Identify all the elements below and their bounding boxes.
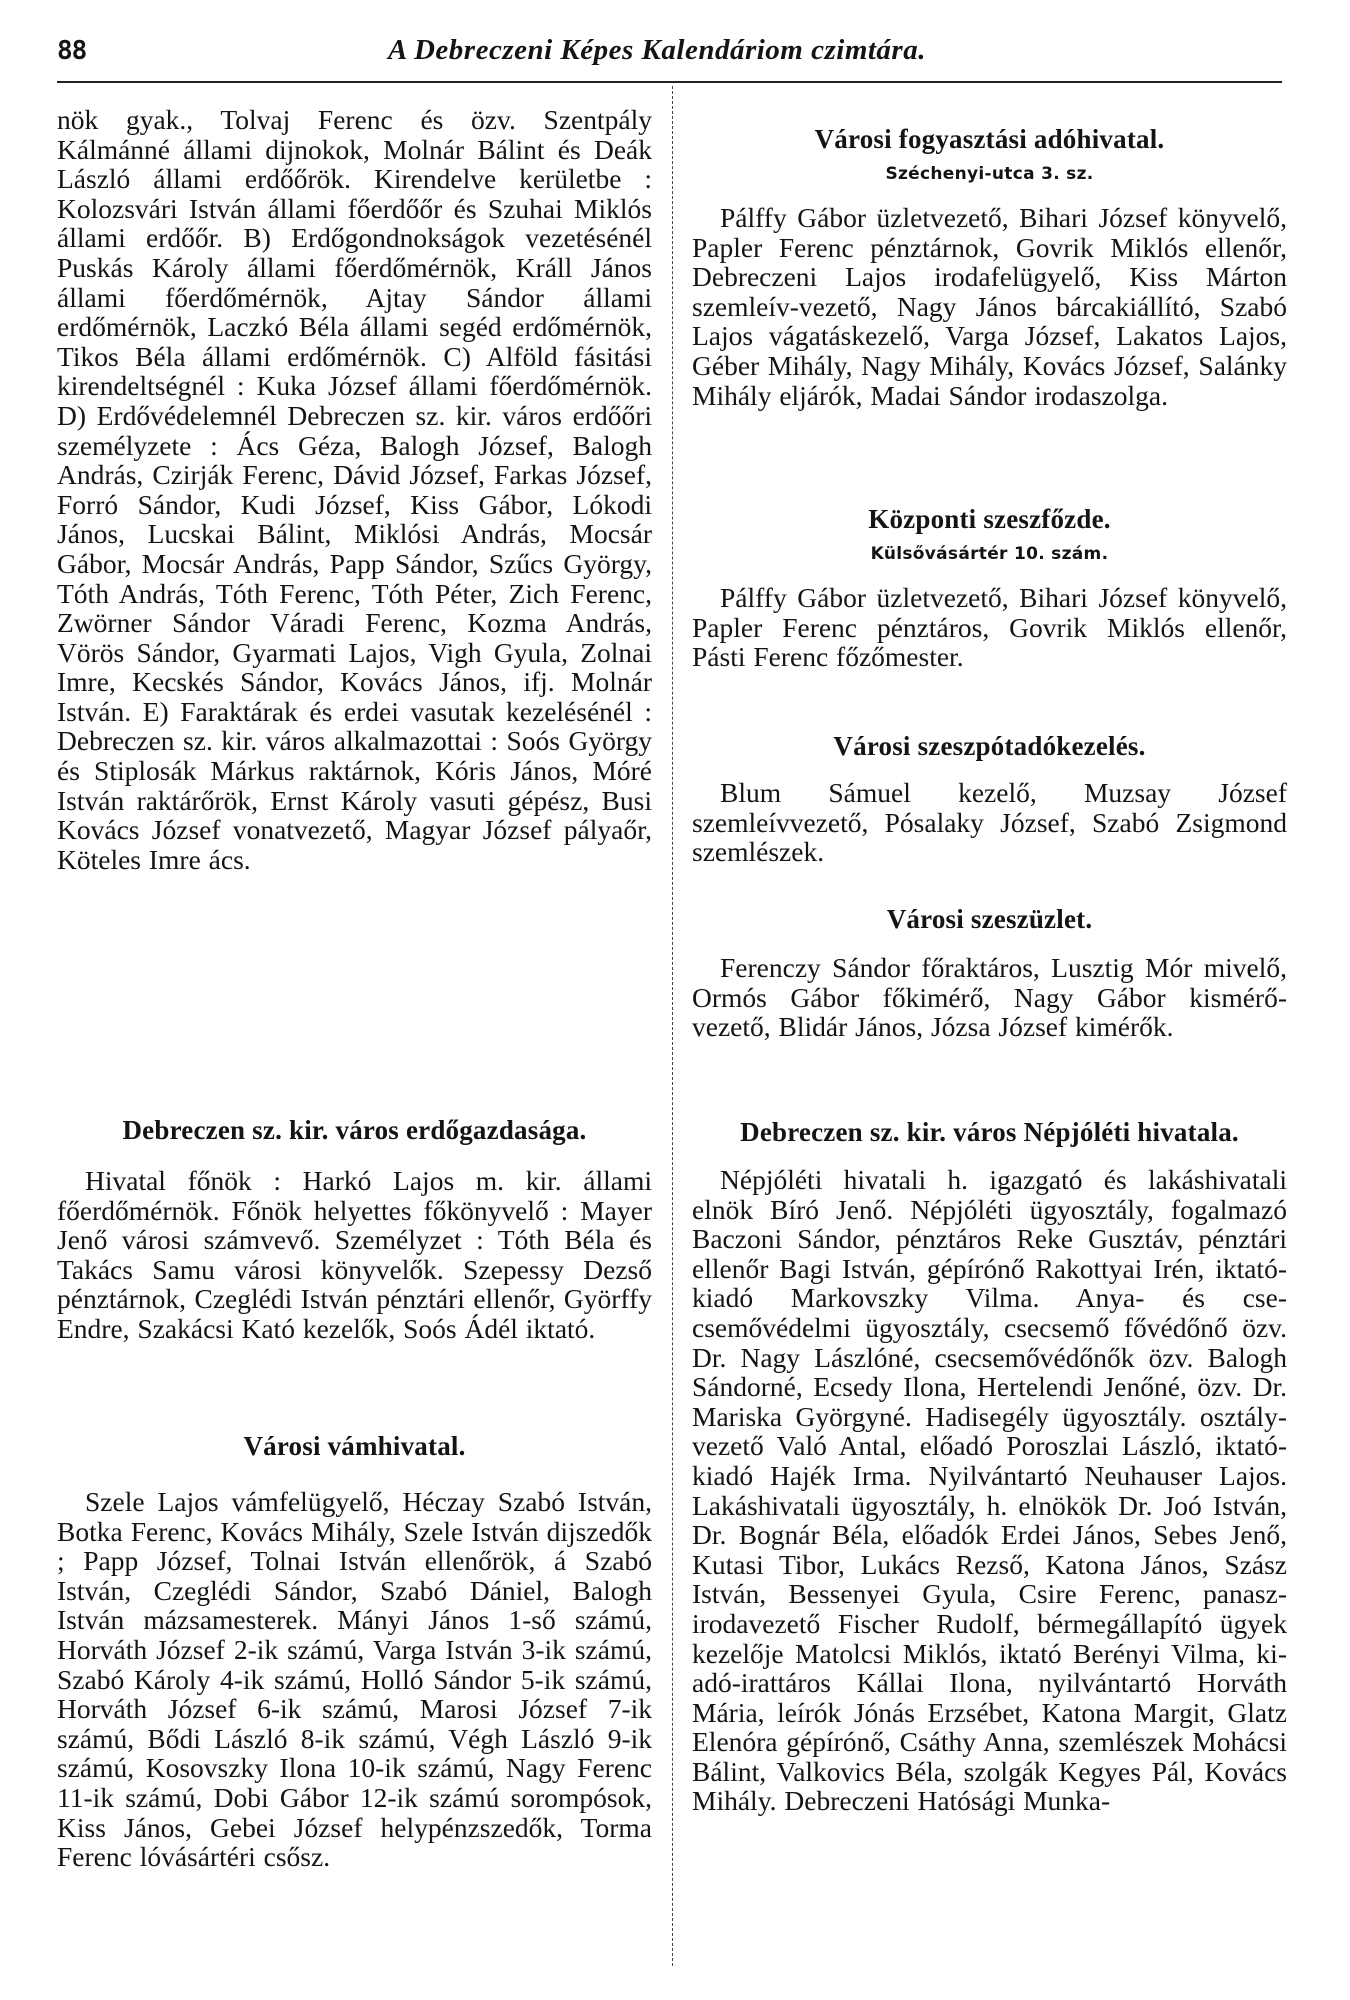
section-erdogazdasag-body — [57, 1166, 652, 1344]
column-divider — [672, 86, 673, 1966]
paragraph: Pálffy Gábor üzletvezető, Bihari József könyvelő, Papler Ferenc pénztárnok, Govrik Miklós ellenőr, Debreczeni Lajos irodafelügyelő, Kiss Márton szemleív-vezető, Nagy János bárcakiállító, Szabó Lajos vágatáskezelő, Varga József, Lakatos Lajos, Géber Mihály, Nagy Mihály, Kovács József, Salánky Mihály eljárók, Madai Sándor irodaszolga. — [692, 202, 1287, 411]
paragraph: Népjóléti hivatali h. igazgató és lakáshivatali elnök Bíró Jenő. Népjóléti ügyosztály, fogalmazó Baczoni Sándor, pénztáros Reke Gusztáv, pénztári ellenőr Bagi István, gépírónő Rakottyai Irén, iktatókiadó Markovszky Vilma. Anya- és csecsemővédelmi ügyosztály, csecsemő fővédőnő özv. Dr. Nagy Lászlóné, csecsemővédőnők özv. Balogh Sándorné, Ecsedy Ilona, Hertelendi Jenőné, özv. Dr. Mariska Györgyné. Hadisegély ügyosztály. osztályvezető Való Antal, előadó Poroszlai László, iktató-kiadó Hajék Irma. Nyilvántartó Neuhauser Lajos. Lakáshivatali ügyosztály, h. elnökök Dr. Joó István, Dr. Bognár Béla, előadók Erdei János, Sebes Jenő, Kutasi Tibor, Lukács Rezső, Katona János, Szász István, Bessenyei Gyula, Csire Ferenc, panasz-irodavezető Fischer Rudolf, bérmegállapító ügyek kezelője Matolcsi Miklós, iktató Berényi Vilma, kiadó-irattáros Kállai Ilona, nyilvántartó Horváth Mária, leírók Jónás Erzsébet, Katona Margit, Glatz Elenóra gépírónő, Csáthy Anna, szemlészek Mohácsi Bálint, Valkovics Béla, szolgák Kegyes Pál, Kovács Mihály. Debreczeni Hatósági Munka- — [692, 1164, 1287, 1817]
section-address: Széchenyi-utca 3. sz. — [885, 164, 1094, 184]
section-heading: Városi vámhivatal. — [243, 1431, 466, 1461]
section-szeszfozde-body — [692, 583, 1287, 672]
section-heading: Városi szeszpótadókezelés. — [833, 731, 1146, 761]
section-fogyasztasi-body — [692, 203, 1287, 410]
left-continuation — [57, 105, 652, 874]
section-szeszuzlet — [692, 903, 1287, 935]
header-rule — [57, 81, 1282, 83]
section-szeszpotado — [692, 730, 1287, 762]
section-heading: Városi szeszüzlet. — [886, 904, 1093, 934]
paragraph: Pálffy Gábor üzletvezető, Bihari József könyvelő, Papler Ferenc pénztáros, Govrik Miklós ellenőr, Pásti Ferenc főzőmester. — [692, 582, 1287, 673]
section-fogyasztasi-adohivatal — [692, 123, 1287, 185]
section-heading: Debreczen sz. kir. város Népjóléti hivatala. — [740, 1117, 1239, 1147]
section-address: Külsővásártér 10. szám. — [870, 544, 1109, 564]
running-title: A Debreczeni Képes Kalendáriom czimtára. — [388, 34, 926, 66]
page-number: 88 — [57, 36, 87, 66]
paragraph: Ferenczy Sándor főraktáros, Lusztig Mór mivelő, Ormós Gábor főkimérő, Nagy Gábor kismérő-vezető, Blidár János, Józsa József kimérők. — [692, 952, 1287, 1043]
paragraph: Szele Lajos vámfelügyelő, Héczay Szabó István, Botka Ferenc, Kovács Mihály, Szele István dijszedők ; Papp József, Tolnai István ellenőrök, á Szabó István, Czeglédi Sándor, Szabó Dániel, Balogh István mázsamesterek. Mányi János 1-ső számú, Horváth József 2-ik számú, Varga István 3-ik számú, Szabó Károly 4-ik számú, Holló Sándor 5-ik számú, Horváth József 6-ik számú, Marosi József 7-ik számú, Bődi László 8-ik számú, Végh László 9-ik számú, Kosovszky Ilona 10-ik számú, Nagy Ferenc 11-ik számú, Dobi Gábor 12-ik számú sorompósok, Kiss János, Gebei József helypénzszedők, Torma Ferenc lóvásártéri csősz. — [57, 1486, 652, 1873]
section-kozponti-szeszfozde — [692, 503, 1287, 565]
section-vamhivatal — [57, 1430, 652, 1462]
section-erdogazdasag — [57, 1114, 652, 1146]
section-szeszuzlet-body — [692, 953, 1287, 1042]
section-heading: Városi fogyasztási adóhivatal. — [814, 124, 1165, 154]
section-nepjoleti-hivatal — [692, 1116, 1287, 1148]
section-nepjoleti-body — [692, 1165, 1287, 1816]
section-heading: Debreczen sz. kir. város erdőgazdasága. — [122, 1115, 587, 1145]
section-vamhivatal-body — [57, 1487, 652, 1872]
paragraph: nök gyak., Tolvaj Ferenc és özv. Szentpály Kálmánné állami dijnokok, Molnár Bálint és Deák László állami erdőőrök. Kirendelve kerületbe : Kolozsvári István állami főerdőőr és Szuhai Miklós állami erdőőr. B) Erdőgondnokságok vezetésénél Puskás Károly állami főerdőmérnök, Králl János állami főerdőmérnök, Ajtay Sándor állami erdőmérnök, Laczkó Béla állami segéd erdőmérnök, Tikos Béla állami erdőmérnök. C) Alföld fásitási kirendeltségnél : Kuka József állami főerdőmérnök. D) Erdővédelemnél Debreczen sz. kir. város erdőőri személyzete : Ács Géza, Balogh József, Balogh András, Czirják Ferenc, Dávid József, Farkas József, Forró Sándor, Kudi József, Kiss Gábor, Lókodi János, Lucskai Bálint, Miklósi András, Mocsár Gábor, Mocsár András, Papp Sándor, Szűcs György, Tóth András, Tóth Ferenc, Tóth Péter, Zich Ferenc, Zwörner Sándor Váradi Ferenc, Kozma András, Vörös Sándor, Gyarmati Lajos, Vigh Gyula, Zolnai Imre, Kecskés Sándor, Kovács János, ifj. Molnár István. E) Faraktárak és erdei vasutak kezelésénél : Debreczen sz. kir. város alkalmazottai : Soós György és Stiplosák Márkus raktárnok, Kóris János, Móré István raktárőrök, Ernst Károly vasuti gépész, Busi Kovács József vonatvezető, Magyar József pályaőr, Köteles Imre ács. — [57, 104, 652, 875]
paragraph: Blum Sámuel kezelő, Muzsay József szemleívvezető, Pósalaky József, Szabó Zsigmond szemlészek. — [692, 777, 1287, 868]
section-heading: Központi szeszfőzde. — [868, 504, 1111, 534]
section-szeszpotado-body — [692, 778, 1287, 867]
paragraph: Hivatal főnök : Harkó Lajos m. kir. állami főerdőmérnök. Főnök helyettes főkönyvelő : Mayer Jenő városi számvevő. Személyzet : Tóth Béla és Takács Samu városi könyvelők. Szepessy Dezső pénztárnok, Czeglédi István pénztári ellenőr, Györffy Endre, Szakácsi Kató kezelők, Soós Ádél iktató. — [57, 1165, 652, 1344]
